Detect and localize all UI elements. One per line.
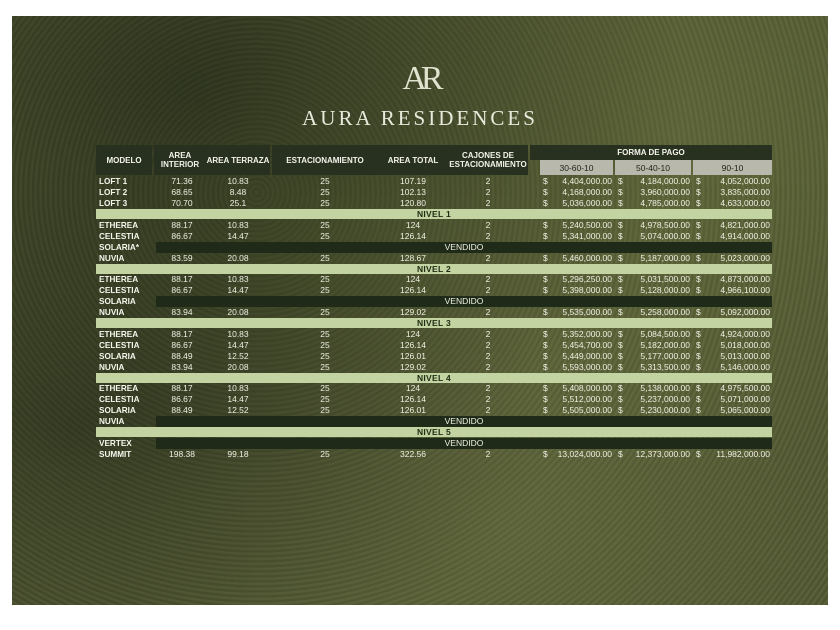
cell-estacionamiento: 25 (320, 339, 330, 350)
cell-price-90-10: 5,092,000.00 (720, 307, 770, 317)
cell-price-90-10: 11,982,000.00 (716, 448, 770, 459)
cell-price-30-60-10: 5,408,000.00 (562, 383, 612, 393)
currency-symbol: $ (696, 230, 701, 241)
currency-symbol: $ (618, 339, 623, 350)
cell-area-total: 124 (405, 383, 421, 393)
currency-symbol: $ (618, 361, 623, 372)
currency-symbol: $ (696, 448, 701, 459)
cell-estacionamiento: 25 (320, 361, 330, 372)
cell-area-terraza: 12.52 (227, 405, 249, 415)
cell-area-total: 120.80 (400, 198, 426, 208)
cell-modelo: ETHEREA (99, 275, 139, 284)
cell-area-interior: 88.17 (171, 383, 193, 393)
cell-area-terraza: 8.48 (229, 187, 247, 197)
cell-cajones: 2 (485, 448, 491, 459)
currency-symbol: $ (618, 307, 623, 317)
currency-symbol: $ (696, 339, 701, 350)
header-cajones: CAJONES DE ESTACIONAMIENTO (448, 145, 528, 175)
table-row (96, 231, 772, 242)
currency-symbol: $ (543, 307, 548, 317)
cell-price-50-40-10: 5,128,000.00 (640, 285, 690, 295)
cell-cajones: 2 (485, 361, 491, 372)
cell-area-terraza: 20.08 (227, 361, 249, 372)
currency-symbol: $ (543, 339, 548, 350)
cell-modelo: SOLARIA (99, 297, 136, 306)
cell-modelo: ETHEREA (99, 329, 139, 339)
cell-modelo: CELESTIA (99, 340, 140, 350)
cell-modelo: NUVIA (99, 362, 125, 372)
cell-area-terraza: 10.83 (227, 176, 249, 186)
cell-cajones: 2 (485, 285, 491, 295)
currency-symbol: $ (618, 230, 623, 241)
level-separator: NIVEL 5 (96, 427, 772, 437)
table-row (96, 176, 772, 187)
currency-symbol: $ (543, 383, 548, 393)
cell-area-interior: 86.67 (171, 339, 193, 350)
cell-price-50-40-10: 5,138,000.00 (640, 383, 690, 393)
header-plan-90-10: 90-10 (693, 160, 772, 175)
table-header (96, 145, 772, 175)
cell-area-total: 107.19 (400, 176, 426, 186)
cell-area-terraza: 10.83 (227, 328, 249, 339)
cell-price-50-40-10: 4,785,000.00 (640, 198, 690, 208)
currency-symbol: $ (618, 198, 623, 208)
currency-symbol: $ (696, 252, 701, 263)
table-row (96, 198, 772, 209)
table-row (96, 340, 772, 351)
currency-symbol: $ (696, 219, 701, 230)
cell-modelo: LOFT 3 (99, 199, 128, 208)
cell-price-30-60-10: 4,168,000.00 (562, 187, 612, 197)
currency-symbol: $ (696, 350, 701, 361)
currency-symbol: $ (618, 448, 623, 459)
cell-area-interior: 70.70 (171, 198, 193, 208)
cell-area-interior: 88.17 (171, 219, 193, 230)
cell-area-terraza: 20.08 (227, 252, 249, 263)
cell-modelo: CELESTIA (99, 395, 140, 404)
currency-symbol: $ (543, 219, 548, 230)
cell-area-total: 124 (405, 219, 421, 230)
level-separator: NIVEL 1 (96, 209, 772, 219)
currency-symbol: $ (543, 176, 548, 186)
cell-estacionamiento: 25 (320, 219, 330, 230)
cell-area-terraza: 14.47 (227, 285, 249, 295)
sold-banner: VENDIDO (156, 242, 772, 253)
cell-area-terraza: 20.08 (227, 307, 249, 317)
cell-area-total: 129.02 (400, 307, 426, 317)
cell-price-30-60-10: 4,404,000.00 (562, 176, 612, 186)
table-row (96, 394, 772, 405)
currency-symbol: $ (618, 405, 623, 415)
header-area-total: AREA TOTAL (378, 145, 448, 175)
cell-price-90-10: 4,924,000.00 (720, 328, 770, 339)
brand-title: AURA RESIDENCES (302, 106, 538, 130)
cell-estacionamiento: 25 (320, 350, 330, 361)
cell-price-50-40-10: 5,074,000.00 (640, 230, 690, 241)
table-row (96, 220, 772, 231)
currency-symbol: $ (696, 361, 701, 372)
cell-modelo: LOFT 1 (99, 177, 128, 186)
table-row (96, 405, 772, 416)
cell-estacionamiento: 25 (320, 448, 330, 459)
cell-modelo: NUVIA (99, 308, 125, 317)
cell-cajones: 2 (485, 328, 491, 339)
table-row (96, 253, 772, 264)
cell-estacionamiento: 25 (320, 383, 330, 393)
cell-price-30-60-10: 13,024,000.00 (557, 448, 612, 459)
cell-price-30-60-10: 5,454,700.00 (562, 339, 612, 350)
cell-area-interior: 71.36 (171, 176, 193, 186)
sold-banner: VENDIDO (156, 296, 772, 307)
cell-area-terraza: 12.52 (227, 350, 249, 361)
cell-area-total: 322.56 (400, 448, 426, 459)
cell-estacionamiento: 25 (320, 394, 330, 404)
cell-price-50-40-10: 5,258,000.00 (640, 307, 690, 317)
cell-price-50-40-10: 5,182,000.00 (640, 339, 690, 350)
cell-cajones: 2 (485, 219, 491, 230)
cell-price-50-40-10: 5,031,500.00 (640, 274, 690, 284)
brand-monogram-logo: AR (402, 60, 438, 97)
currency-symbol: $ (696, 274, 701, 284)
cell-area-terraza: 25.1 (229, 198, 247, 208)
currency-symbol: $ (543, 448, 548, 459)
currency-symbol: $ (618, 274, 623, 284)
cell-price-50-40-10: 5,237,000.00 (640, 394, 690, 404)
currency-symbol: $ (618, 219, 623, 230)
currency-symbol: $ (543, 285, 548, 295)
cell-cajones: 2 (485, 383, 491, 393)
cell-area-total: 102.13 (400, 187, 426, 197)
header-estacionamiento: ESTACIONAMIENTO (272, 145, 378, 175)
cell-modelo: SOLARIA* (99, 242, 140, 252)
cell-estacionamiento: 25 (320, 285, 330, 295)
cell-cajones: 2 (485, 198, 491, 208)
currency-symbol: $ (696, 383, 701, 393)
table-row (96, 383, 772, 394)
table-row (96, 285, 772, 296)
currency-symbol: $ (543, 198, 548, 208)
cell-price-30-60-10: 5,352,000.00 (562, 328, 612, 339)
cell-cajones: 2 (485, 307, 491, 317)
cell-estacionamiento: 25 (320, 198, 330, 208)
currency-symbol: $ (696, 328, 701, 339)
cell-price-90-10: 5,071,000.00 (720, 394, 770, 404)
cell-area-total: 128.67 (400, 252, 426, 263)
currency-symbol: $ (696, 307, 701, 317)
currency-symbol: $ (696, 285, 701, 295)
currency-symbol: $ (543, 230, 548, 241)
cell-price-30-60-10: 5,296,250.00 (562, 274, 612, 284)
cell-estacionamiento: 25 (320, 252, 330, 263)
table-row (96, 307, 772, 318)
poster-background (12, 16, 828, 605)
currency-symbol: $ (543, 187, 548, 197)
currency-symbol: $ (618, 187, 623, 197)
header-area-interior: AREA INTERIOR (154, 145, 206, 175)
cell-area-interior: 83.59 (171, 252, 193, 263)
table-row (96, 274, 772, 285)
cell-price-50-40-10: 5,313,500.00 (640, 361, 690, 372)
cell-area-total: 129.02 (400, 361, 426, 372)
cell-modelo: SUMMIT (99, 449, 132, 459)
cell-price-90-10: 5,018,000.00 (720, 339, 770, 350)
level-separator: NIVEL 2 (96, 264, 772, 274)
currency-symbol: $ (696, 176, 701, 186)
cell-area-total: 126.14 (400, 230, 426, 241)
level-separator: NIVEL 4 (96, 373, 772, 383)
cell-area-interior: 88.49 (171, 405, 193, 415)
cell-estacionamiento: 25 (320, 405, 330, 415)
cell-price-30-60-10: 5,398,000.00 (562, 285, 612, 295)
table-row (96, 296, 772, 307)
cell-estacionamiento: 25 (320, 274, 330, 284)
cell-modelo: CELESTIA (99, 231, 140, 241)
currency-symbol: $ (543, 394, 548, 404)
cell-price-50-40-10: 5,084,500.00 (640, 328, 690, 339)
cell-area-interior: 88.17 (171, 328, 193, 339)
cell-price-50-40-10: 4,184,000.00 (640, 176, 690, 186)
currency-symbol: $ (618, 350, 623, 361)
cell-area-interior: 88.17 (171, 274, 193, 284)
cell-price-50-40-10: 5,187,000.00 (640, 252, 690, 263)
cell-price-90-10: 5,146,000.00 (720, 361, 770, 372)
cell-modelo: CELESTIA (99, 286, 140, 295)
cell-price-30-60-10: 5,593,000.00 (562, 361, 612, 372)
currency-symbol: $ (618, 383, 623, 393)
cell-area-terraza: 10.83 (227, 219, 249, 230)
cell-area-interior: 86.67 (171, 230, 193, 241)
cell-area-total: 126.01 (400, 405, 426, 415)
cell-modelo: LOFT 2 (99, 188, 128, 197)
cell-price-90-10: 3,835,000.00 (720, 187, 770, 197)
cell-price-30-60-10: 5,512,000.00 (562, 394, 612, 404)
cell-price-30-60-10: 5,449,000.00 (562, 350, 612, 361)
currency-symbol: $ (696, 187, 701, 197)
cell-area-terraza: 99.18 (227, 448, 249, 459)
currency-symbol: $ (543, 274, 548, 284)
cell-estacionamiento: 25 (320, 187, 330, 197)
cell-modelo: NUVIA (99, 417, 125, 426)
cell-modelo: ETHEREA (99, 384, 139, 393)
cell-price-90-10: 4,975,500.00 (720, 383, 770, 393)
cell-area-total: 126.14 (400, 394, 426, 404)
cell-estacionamiento: 25 (320, 328, 330, 339)
cell-estacionamiento: 25 (320, 176, 330, 186)
cell-price-90-10: 4,873,000.00 (720, 274, 770, 284)
cell-price-90-10: 5,013,000.00 (720, 350, 770, 361)
cell-area-interior: 83.94 (171, 307, 193, 317)
cell-price-50-40-10: 4,978,500.00 (640, 219, 690, 230)
cell-area-terraza: 10.83 (227, 274, 249, 284)
table-row (96, 242, 772, 253)
cell-area-total: 124 (405, 328, 421, 339)
header-plan-30-60-10: 30-60-10 (540, 160, 613, 175)
level-separator: NIVEL 3 (96, 318, 772, 328)
cell-price-90-10: 5,065,000.00 (720, 405, 770, 415)
cell-cajones: 2 (485, 274, 491, 284)
cell-price-90-10: 4,052,000.00 (720, 176, 770, 186)
cell-area-total: 126.14 (400, 339, 426, 350)
currency-symbol: $ (543, 350, 548, 361)
currency-symbol: $ (618, 176, 623, 186)
cell-price-50-40-10: 3,960,000.00 (640, 187, 690, 197)
cell-area-terraza: 14.47 (227, 394, 249, 404)
table-row (96, 416, 772, 427)
currency-symbol: $ (618, 252, 623, 263)
cell-price-90-10: 4,633,000.00 (720, 198, 770, 208)
cell-area-terraza: 10.83 (227, 383, 249, 393)
table-row (96, 329, 772, 340)
cell-cajones: 2 (485, 252, 491, 263)
cell-price-30-60-10: 5,240,500.00 (562, 219, 612, 230)
cell-cajones: 2 (485, 339, 491, 350)
sold-banner: VENDIDO (156, 438, 772, 449)
cell-area-terraza: 14.47 (227, 230, 249, 241)
cell-area-total: 126.01 (400, 350, 426, 361)
cell-price-90-10: 5,023,000.00 (720, 252, 770, 263)
header-modelo: MODELO (96, 145, 152, 175)
cell-area-interior: 198.38 (169, 448, 195, 459)
cell-cajones: 2 (485, 405, 491, 415)
cell-price-50-40-10: 5,177,000.00 (640, 350, 690, 361)
cell-price-90-10: 4,914,000.00 (720, 230, 770, 241)
cell-area-total: 126.14 (400, 285, 426, 295)
cell-cajones: 2 (485, 394, 491, 404)
table-row (96, 351, 772, 362)
cell-modelo: ETHEREA (99, 220, 139, 230)
table-row (96, 362, 772, 373)
cell-price-90-10: 4,821,000.00 (720, 219, 770, 230)
cell-area-total: 124 (405, 274, 421, 284)
header-plan-50-40-10: 50-40-10 (615, 160, 691, 175)
cell-modelo: SOLARIA (99, 406, 136, 415)
currency-symbol: $ (543, 361, 548, 372)
cell-area-interior: 83.94 (171, 361, 193, 372)
cell-modelo: SOLARIA (99, 351, 136, 361)
cell-price-50-40-10: 12,373,000.00 (635, 448, 690, 459)
cell-estacionamiento: 25 (320, 307, 330, 317)
table-row (96, 438, 772, 449)
cell-price-50-40-10: 5,230,000.00 (640, 405, 690, 415)
cell-cajones: 2 (485, 350, 491, 361)
currency-symbol: $ (696, 198, 701, 208)
cell-area-interior: 86.67 (171, 285, 193, 295)
cell-price-30-60-10: 5,036,000.00 (562, 198, 612, 208)
currency-symbol: $ (543, 252, 548, 263)
cell-price-90-10: 4,966,100.00 (720, 285, 770, 295)
currency-symbol: $ (696, 394, 701, 404)
table-row (96, 187, 772, 198)
cell-price-30-60-10: 5,341,000.00 (562, 230, 612, 241)
currency-symbol: $ (618, 394, 623, 404)
cell-cajones: 2 (485, 187, 491, 197)
currency-symbol: $ (543, 405, 548, 415)
header-area-terraza: AREA TERRAZA (206, 145, 270, 175)
header-forma-de-pago: FORMA DE PAGO (530, 145, 772, 160)
currency-symbol: $ (618, 285, 623, 295)
cell-cajones: 2 (485, 230, 491, 241)
cell-area-interior: 86.67 (171, 394, 193, 404)
price-table (96, 145, 772, 463)
sold-banner: VENDIDO (156, 416, 772, 427)
currency-symbol: $ (618, 328, 623, 339)
cell-area-interior: 88.49 (171, 350, 193, 361)
cell-price-30-60-10: 5,535,000.00 (562, 307, 612, 317)
table-row (96, 449, 772, 460)
cell-modelo: NUVIA (99, 253, 125, 263)
cell-estacionamiento: 25 (320, 230, 330, 241)
cell-modelo: VERTEX (99, 438, 132, 448)
cell-price-30-60-10: 5,460,000.00 (562, 252, 612, 263)
cell-area-terraza: 14.47 (227, 339, 249, 350)
cell-area-interior: 68.65 (171, 187, 193, 197)
currency-symbol: $ (696, 405, 701, 415)
currency-symbol: $ (543, 328, 548, 339)
cell-price-30-60-10: 5,505,000.00 (562, 405, 612, 415)
cell-cajones: 2 (485, 176, 491, 186)
